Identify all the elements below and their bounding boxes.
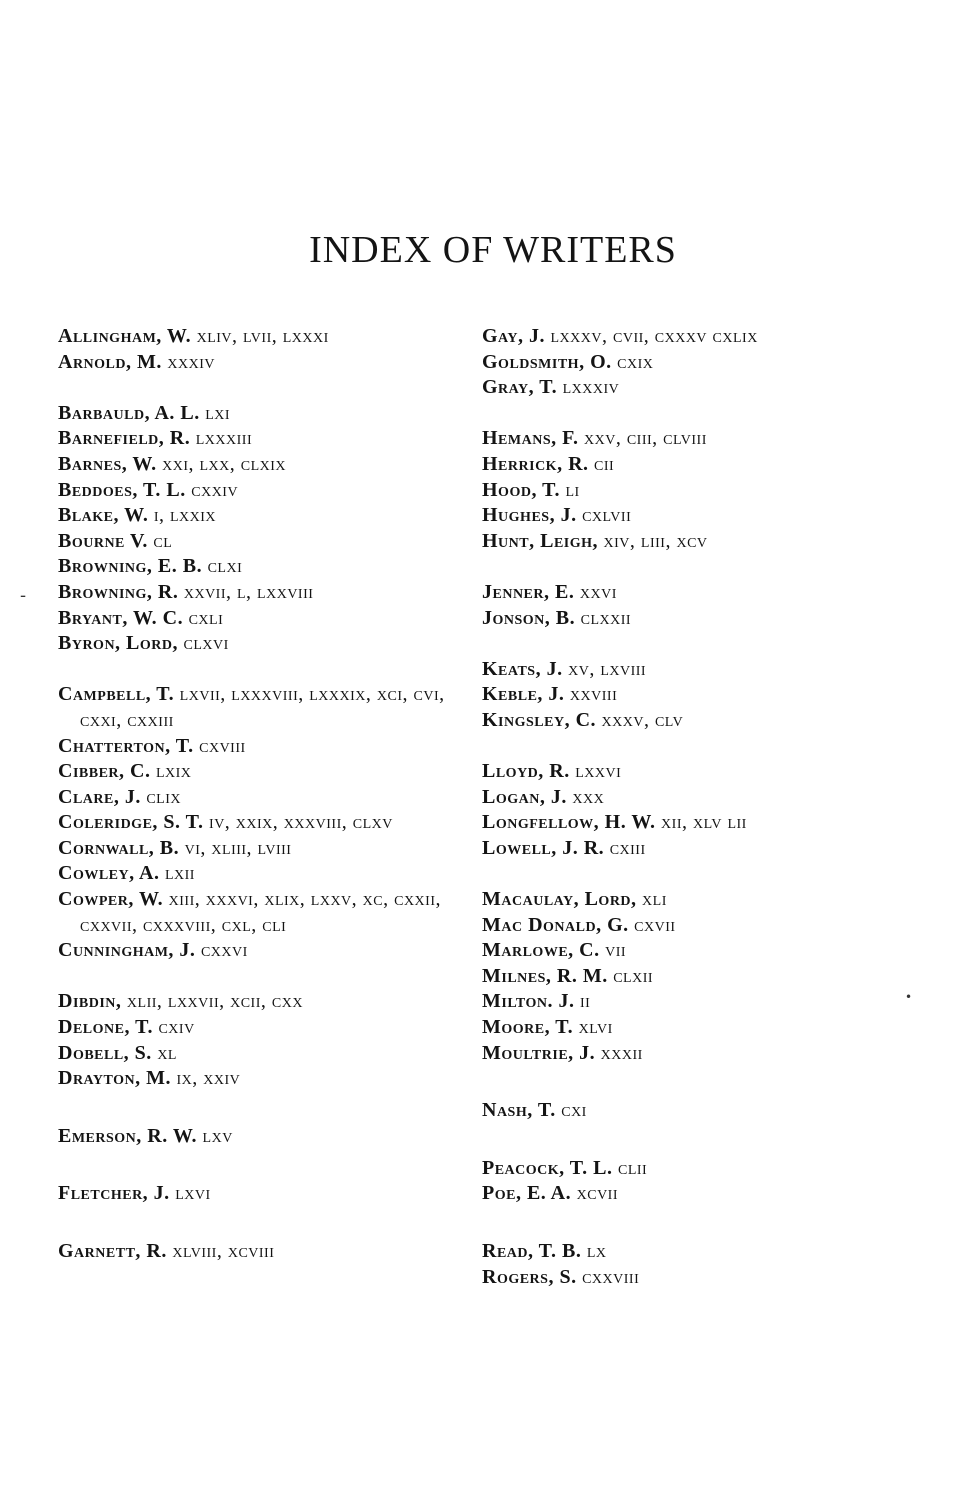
writer-name: Milton. J. [482,990,575,1013]
poem-references: xxv, ciii, clviii [584,427,707,450]
poem-references: xli [642,888,667,911]
entry-spacer [58,1207,458,1239]
poem-references: lxxxiv [562,376,620,399]
index-entry [482,1015,878,1041]
poem-references: lxxxiii [195,427,253,450]
poem-references: lxii [164,862,195,885]
poem-references: cxlvii [582,504,632,527]
index-entry [482,426,878,452]
index-entry [482,759,878,785]
poem-references: xlvi [578,1016,613,1039]
writer-name: Longfellow, H. W. [482,811,656,834]
writer-name: Moore, T. [482,1016,574,1039]
poem-references: cxviii [199,734,246,757]
poem-references: xii, xlv lii [661,811,747,834]
writer-name: Chatterton, T. [58,734,194,757]
index-entry [482,1041,878,1067]
index-entry [58,810,458,836]
poem-references: vii [605,939,627,962]
poem-references: cxxviii [582,1265,640,1288]
writer-name: Lowell, J. R. [482,836,605,859]
entry-spacer [58,1149,458,1181]
writer-name: Cowley, A. [58,862,160,885]
index-entry [482,478,878,504]
writer-name: Jonson, B. [482,606,576,629]
index-entry [58,350,458,376]
index-entry [482,1156,878,1182]
poem-references: lx [586,1240,607,1262]
index-entry [482,657,878,683]
poem-references: ii [579,990,591,1013]
poem-references: cii [594,452,615,475]
writer-name: Beddoes, T. L. [58,478,186,501]
index-entry [58,401,458,427]
writer-name: Read, T. B. [482,1240,582,1262]
writer-name: Bryant, W. C. [58,606,184,629]
poem-references: xiii, xxxvi, xlix, lxxv, xc, cxxii, cxxvii, cxxxviii, cxl, cli [80,888,441,936]
writer-name: Goldsmith, O. [482,350,612,373]
poem-references: xv, lxviii [568,657,647,680]
poem-references: clxi [207,555,243,578]
index-entry [58,1124,458,1150]
writer-name: Cowper, W. [58,888,164,911]
writer-name: Garnett, R. [58,1240,167,1262]
poem-references: xlii, lxxvii, xcii, cxx [126,990,303,1013]
writer-name: Hunt, Leigh, [482,529,599,552]
entry-spacer [478,1124,878,1156]
index-entry [482,1265,878,1291]
index-entry [482,606,878,632]
index-entry [58,836,458,862]
poem-references: xxvi [579,580,617,603]
entry-spacer [58,964,458,990]
entry-spacer [478,554,878,580]
poem-references: xxxii [600,1041,643,1064]
poem-references: i, lxxix [153,504,217,527]
poem-references: xxxiv [167,350,215,373]
index-entry [482,1181,878,1207]
poem-references: cxvii [634,913,676,936]
index-entry [482,452,878,478]
writer-name: Milnes, R. M. [482,964,608,987]
writer-name: Marlowe, C. [482,939,600,962]
entry-spacer [478,1207,878,1239]
entry-spacer [58,375,458,401]
poem-references: lxvi [175,1182,211,1205]
writer-name: Dobell, S. [58,1041,152,1064]
writer-name: Hood, T. [482,478,560,501]
index-entry [58,324,458,350]
writer-name: Cibber, C. [58,760,151,783]
index-entry [58,759,458,785]
writer-name: Hemans, F. [482,427,579,450]
writer-name: Hughes, J. [482,504,577,527]
poem-references: ix, xxiv [176,1067,241,1090]
index-entry [58,478,458,504]
index-entry [482,503,878,529]
writer-name: Cunningham, J. [58,939,196,962]
index-entry [482,810,878,836]
writer-name: Barnefield, R. [58,427,191,450]
writer-name: Barnes, W. [58,452,157,475]
poem-references: iv, xxix, xxxviii, clxv [209,811,393,834]
index-entry [58,1066,458,1092]
writer-name: Delone, T. [58,1016,153,1039]
writer-name: Drayton, M. [58,1067,171,1090]
poem-references: xiv, liii, xcv [603,529,708,552]
poem-references: clix [146,785,182,808]
index-entry [58,1239,458,1265]
poem-references: xl [157,1041,177,1064]
index-entry [58,785,458,811]
index-entry [58,734,458,760]
index-entry [482,836,878,862]
poem-references: lxxvi [575,760,622,783]
writer-name: Fletcher, J. [58,1182,170,1205]
writer-name: Campbell, T. [58,683,175,706]
writer-name: Gray, T. [482,376,558,399]
index-entry [482,1098,878,1124]
writer-name: Browning, R. [58,580,179,603]
poem-references: clxvi [183,632,229,655]
index-entry [482,375,878,401]
entry-spacer [58,657,458,683]
index-entry [482,989,878,1015]
writer-name: Arnold, M. [58,350,162,373]
right-column [478,324,878,1290]
writer-name: Jenner, E. [482,580,575,603]
index-entry [482,350,878,376]
writer-name: Rogers, S. [482,1265,577,1288]
writer-name: Keble, J. [482,683,565,706]
entry-spacer [478,734,878,760]
poem-references: xcvii [576,1182,619,1205]
poem-references: clxxii [580,606,632,629]
poem-references: cl [153,529,173,552]
index-entry [58,1041,458,1067]
margin-dash-mark: - [20,585,27,606]
entry-spacer [478,631,878,657]
writer-name: Dibdin, [58,990,122,1013]
poem-references: xxvii, l, lxxviii [183,580,314,603]
index-entry [482,682,878,708]
writer-name: Lloyd, R. [482,760,570,783]
entry-spacer [478,861,878,887]
writer-name: Mac Donald, G. [482,913,629,936]
poem-references: cxix [617,350,654,373]
index-entry [58,606,458,632]
poem-references: cxi [561,1099,587,1122]
index-entry [482,964,878,990]
index-entry [482,785,878,811]
index-entry [58,631,458,657]
poem-references: xliv, lvii, lxxxi [196,325,329,347]
index-entry [58,452,458,478]
poem-references: lxxxv, cvii, cxxxv cxlix [550,325,758,347]
writer-name: Herrick, R. [482,452,589,475]
poem-references: clxii [613,964,654,987]
poem-references: cxiii [609,836,646,859]
poem-references: lxv [202,1124,233,1147]
index-entry [482,529,878,555]
entry-spacer [478,401,878,427]
writer-name: Barbauld, A. L. [58,401,200,424]
index-entry [482,938,878,964]
poem-references: clii [618,1156,648,1179]
writer-name: Kingsley, C. [482,708,597,731]
writer-name: Allingham, W. [58,325,192,347]
poem-references: cxli [188,606,224,629]
writer-name: Coleridge, S. T. [58,811,204,834]
writer-name: Gay, J. [482,325,545,347]
index-entry [482,887,878,913]
stray-dot-mark: • [905,990,913,1004]
index-entry [482,708,878,734]
poem-references: lxix [155,760,192,783]
writer-name: Keats, J. [482,657,563,680]
left-column [58,324,458,1265]
writer-name: Bourne V. [58,529,148,552]
writer-name: Macaulay, Lord, [482,888,637,911]
index-entry [58,529,458,555]
poem-references: cxxvi [200,939,248,962]
poem-references: xxx [572,785,605,808]
poem-references: cxiv [158,1016,195,1039]
index-entry [58,554,458,580]
index-entry [58,938,458,964]
index-entry [58,426,458,452]
index-entry [58,580,458,606]
index-entry [482,913,878,939]
index-entry [482,1239,878,1265]
poem-references: vi, xliii, lviii [184,836,292,859]
writer-name: Emerson, R. W. [58,1124,198,1147]
index-entry [58,1015,458,1041]
index-entry [58,989,458,1015]
writer-name: Clare, J. [58,785,141,808]
writer-name: Logan, J. [482,785,567,808]
writer-name: Cornwall, B. [58,836,180,859]
poem-references: xlviii, xcviii [172,1240,275,1262]
index-entry [482,324,878,350]
index-entry [58,887,458,938]
writer-name: Nash, T. [482,1099,556,1122]
poem-references: xxviii [569,683,618,706]
page-title: INDEX OF WRITERS [309,229,677,271]
index-entry [58,1181,458,1207]
index-entry [58,503,458,529]
poem-references: xxi, lxx, clxix [162,452,287,475]
index-entry [58,861,458,887]
entry-spacer [478,1066,878,1098]
entry-spacer [58,1092,458,1124]
writer-name: Poe, E. A. [482,1182,572,1205]
writer-name: Moultrie, J. [482,1041,596,1064]
writer-name: Byron, Lord, [58,632,179,655]
poem-references: lxi [205,401,231,424]
poem-references: li [565,478,580,501]
index-entry [58,682,458,733]
writer-name: Blake, W. [58,504,149,527]
writer-name: Peacock, T. L. [482,1156,613,1179]
poem-references: xxxv, clv [601,708,684,731]
index-entry [482,580,878,606]
poem-references: cxxiv [191,478,239,501]
poem-references: lxvii, lxxxviii, lxxxix, xci, cvi, cxxi, cxxiii [80,683,445,731]
writer-name: Browning, E. B. [58,555,203,578]
